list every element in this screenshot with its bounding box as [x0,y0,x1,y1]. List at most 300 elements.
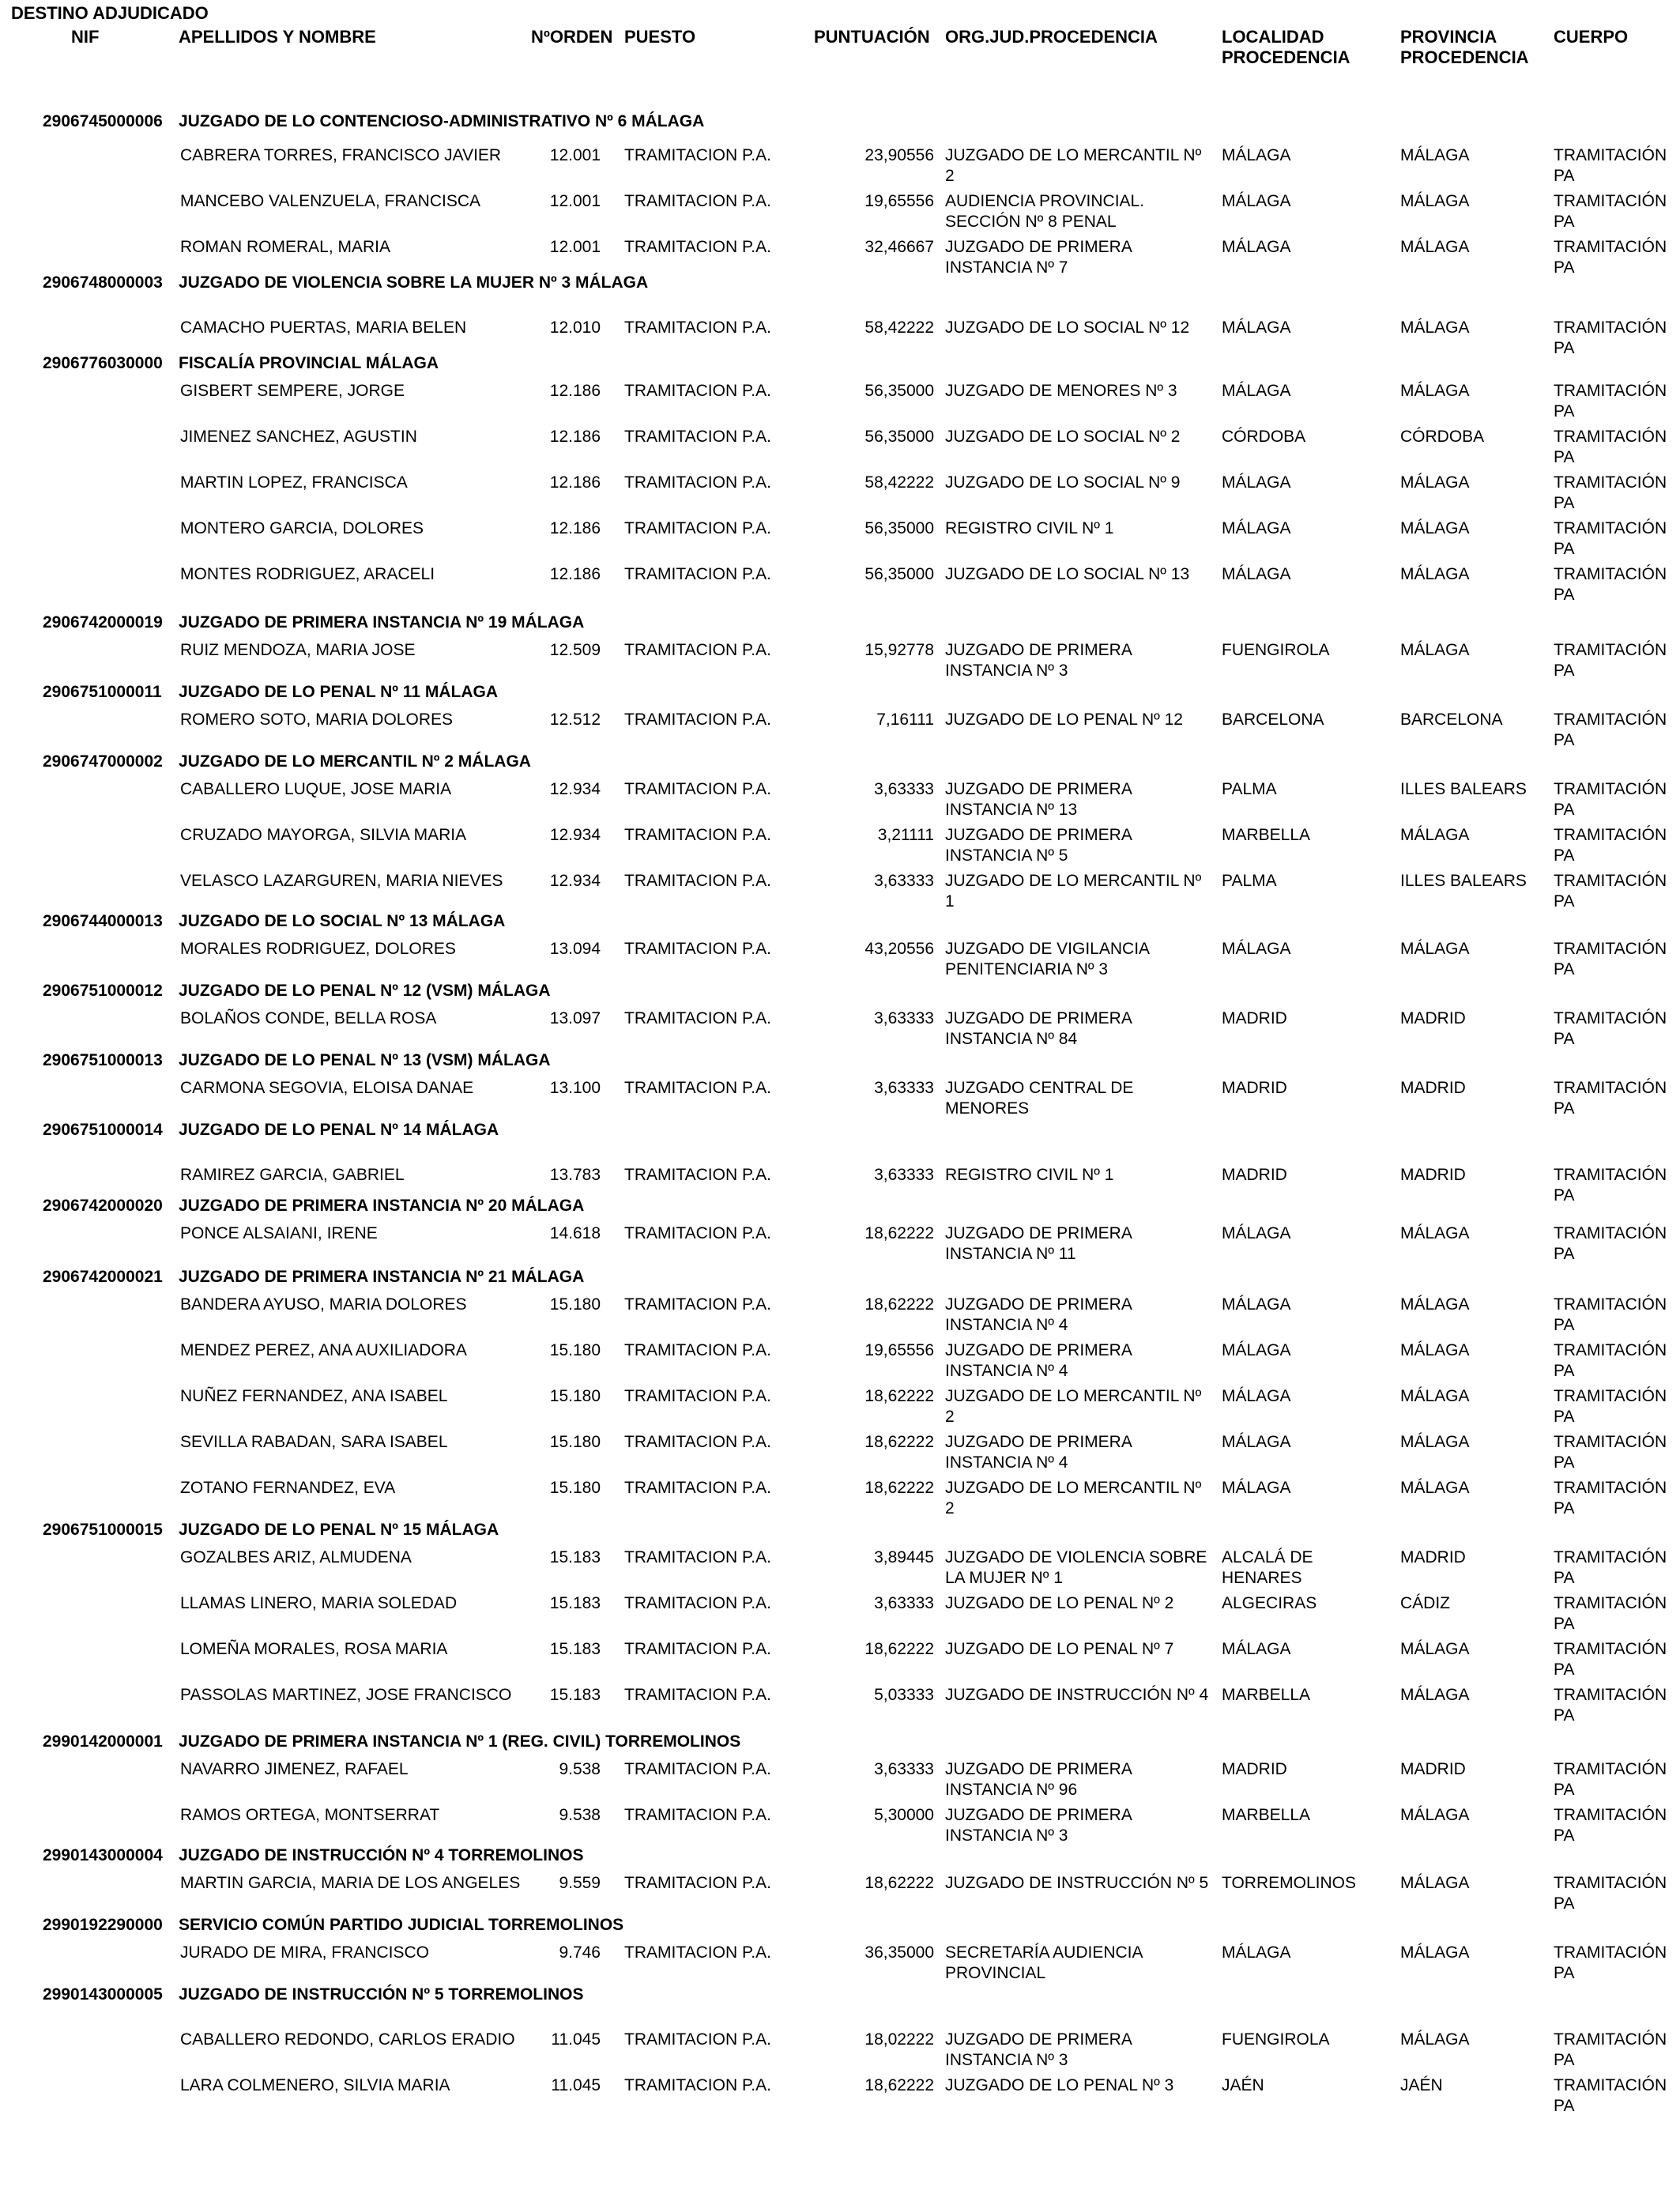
row-localidad: MÁLAGA [1222,146,1291,164]
row-nombre: CAMACHO PUERTAS, MARIA BELEN [180,319,467,337]
row-org-procedencia: JUZGADO DE LO SOCIAL Nº 13 [945,565,1190,583]
row-nombre: JIMENEZ SANCHEZ, AGUSTIN [180,428,417,446]
row-cuerpo: TRAMITACIÓN PA [1554,780,1667,819]
row-cuerpo: TRAMITACIÓN PA [1554,238,1667,277]
row-nombre: BANDERA AYUSO, MARIA DOLORES [180,1295,467,1314]
row-orden: 12.186 [549,382,601,400]
row-cuerpo: TRAMITACIÓN PA [1554,428,1667,466]
row-cuerpo: TRAMITACIÓN PA [1554,940,1667,978]
row-puntuacion: 7,16111 [876,711,934,729]
group-nif: 2906751000014 [43,1121,163,1139]
row-puesto: TRAMITACION P.A. [624,1479,771,1497]
row-cuerpo: TRAMITACIÓN PA [1554,1079,1667,1118]
row-org-procedencia: JUZGADO DE PRIMERA INSTANCIA Nº 4 [945,1341,1132,1380]
row-org-procedencia: JUZGADO DE LO MERCANTIL Nº 2 [945,1387,1202,1426]
row-puntuacion: 58,42222 [864,319,934,337]
row-puntuacion: 18,62222 [864,1479,934,1497]
row-provincia: MÁLAGA [1400,1341,1470,1359]
row-cuerpo: TRAMITACIÓN PA [1554,1479,1667,1517]
row-orden: 11.045 [551,2030,601,2049]
group-header [43,912,505,931]
row-nombre: GISBERT SEMPERE, JORGE [180,382,405,400]
row-localidad: MADRID [1222,1166,1287,1184]
header-puntuacion: PUNTUACIÓN [814,27,930,47]
row-localidad: MARBELLA [1222,1806,1311,1824]
row-nombre: LOMEÑA MORALES, ROSA MARIA [180,1640,448,1658]
row-localidad: MÁLAGA [1222,1479,1291,1497]
row-nombre: NAVARRO JIMENEZ, RAFAEL [180,1760,409,1778]
group-header [43,354,439,373]
row-org-procedencia: JUZGADO DE PRIMERA INSTANCIA Nº 3 [945,641,1132,680]
row-localidad: MÁLAGA [1222,1341,1291,1359]
row-orden: 12.186 [549,473,601,492]
row-puntuacion: 18,62222 [864,1295,934,1314]
row-provincia: MÁLAGA [1400,382,1470,400]
group-header [43,1051,550,1070]
row-localidad: CÓRDOBA [1222,428,1306,446]
row-orden: 15.180 [549,1341,601,1359]
row-puesto: TRAMITACION P.A. [624,238,771,256]
row-nombre: MARTIN GARCIA, MARIA DE LOS ANGELES [180,1874,521,1892]
group-name: JUZGADO DE PRIMERA INSTANCIA Nº 19 MÁLAGA [179,613,585,631]
row-puesto: TRAMITACION P.A. [624,1594,771,1612]
row-provincia: MADRID [1400,1760,1466,1778]
row-localidad: ALCALÁ DE HENARES [1222,1548,1313,1587]
row-org-procedencia: JUZGADO DE LO MERCANTIL Nº 2 [945,1479,1202,1517]
row-org-procedencia: JUZGADO DE PRIMERA INSTANCIA Nº 4 [945,1295,1132,1334]
row-puntuacion: 56,35000 [864,519,934,537]
row-nombre: GOZALBES ARIZ, ALMUDENA [180,1548,412,1566]
row-puntuacion: 3,63333 [874,1594,934,1612]
row-nombre: JURADO DE MIRA, FRANCISCO [180,1943,430,1962]
row-orden: 12.010 [549,319,601,337]
row-puesto: TRAMITACION P.A. [624,1760,771,1778]
row-cuerpo: TRAMITACIÓN PA [1554,2076,1667,2115]
row-org-procedencia: JUZGADO DE LO MERCANTIL Nº 1 [945,872,1202,910]
row-cuerpo: TRAMITACIÓN PA [1554,711,1667,749]
row-puesto: TRAMITACION P.A. [624,1640,771,1658]
group-nif: 2990143000004 [43,1846,163,1864]
row-provincia: MÁLAGA [1400,940,1470,958]
row-localidad: PALMA [1222,872,1277,890]
row-org-procedencia: REGISTRO CIVIL Nº 1 [945,519,1114,537]
row-orden: 13.100 [549,1079,601,1097]
row-org-procedencia: JUZGADO DE LO SOCIAL Nº 12 [945,319,1190,337]
row-orden: 12.934 [549,780,601,798]
row-cuerpo: TRAMITACIÓN PA [1554,565,1667,604]
row-nombre: PASSOLAS MARTINEZ, JOSE FRANCISCO [180,1686,512,1704]
row-provincia: BARCELONA [1400,711,1503,729]
header-puesto: PUESTO [624,27,696,47]
group-name: JUZGADO DE LO CONTENCIOSO-ADMINISTRATIVO Nº 6 MÁLAGA [179,112,705,130]
row-provincia: MADRID [1400,1009,1466,1027]
row-cuerpo: TRAMITACIÓN PA [1554,519,1667,558]
row-org-procedencia: JUZGADO DE LO MERCANTIL Nº 2 [945,146,1202,185]
group-header [43,613,584,632]
row-org-procedencia: JUZGADO DE PRIMERA INSTANCIA Nº 84 [945,1009,1132,1048]
group-nif: 2906744000013 [43,912,163,930]
row-puesto: TRAMITACION P.A. [624,519,771,537]
row-localidad: MÁLAGA [1222,192,1291,210]
row-nombre: RUIZ MENDOZA, MARIA JOSE [180,641,416,659]
row-org-procedencia: JUZGADO DE PRIMERA INSTANCIA Nº 3 [945,2030,1132,2069]
row-nombre: RAMIREZ GARCIA, GABRIEL [180,1166,405,1184]
row-puesto: TRAMITACION P.A. [624,1295,771,1314]
group-nif: 2990142000001 [43,1732,163,1751]
row-org-procedencia: JUZGADO DE LO PENAL Nº 3 [945,2076,1174,2094]
row-org-procedencia: JUZGADO DE PRIMERA INSTANCIA Nº 3 [945,1806,1132,1845]
row-cuerpo: TRAMITACIÓN PA [1554,192,1667,231]
group-name: JUZGADO DE PRIMERA INSTANCIA Nº 20 MÁLAGA [179,1197,585,1215]
row-puesto: TRAMITACION P.A. [624,1874,771,1892]
row-localidad: MADRID [1222,1079,1287,1097]
row-puntuacion: 3,63333 [874,1079,934,1097]
row-puntuacion: 58,42222 [864,473,934,492]
row-org-procedencia: REGISTRO CIVIL Nº 1 [945,1166,1114,1184]
row-puntuacion: 18,62222 [864,2076,934,2094]
row-localidad: MÁLAGA [1222,382,1291,400]
row-cuerpo: TRAMITACIÓN PA [1554,1594,1667,1633]
row-puesto: TRAMITACION P.A. [624,1224,771,1242]
row-localidad: MÁLAGA [1222,1295,1291,1314]
row-orden: 9.559 [559,1874,601,1892]
row-puesto: TRAMITACION P.A. [624,2076,771,2094]
row-nombre: SEVILLA RABADAN, SARA ISABEL [180,1433,448,1451]
row-orden: 12.509 [549,641,601,659]
row-cuerpo: TRAMITACIÓN PA [1554,2030,1667,2069]
row-orden: 12.001 [549,192,601,210]
row-puesto: TRAMITACION P.A. [624,826,771,844]
row-puesto: TRAMITACION P.A. [624,1686,771,1704]
group-header [43,1732,740,1751]
row-orden: 15.183 [549,1640,601,1658]
row-orden: 9.538 [559,1806,601,1824]
row-localidad: MÁLAGA [1222,1224,1291,1242]
row-nombre: LARA COLMENERO, SILVIA MARIA [180,2076,450,2094]
row-provincia: MÁLAGA [1400,1640,1470,1658]
row-orden: 15.183 [549,1686,601,1704]
row-puesto: TRAMITACION P.A. [624,940,771,958]
row-org-procedencia: JUZGADO DE MENORES Nº 3 [945,382,1177,400]
row-org-procedencia: JUZGADO DE LO PENAL Nº 7 [945,1640,1174,1658]
row-org-procedencia: AUDIENCIA PROVINCIAL. SECCIÓN Nº 8 PENAL [945,192,1145,231]
header-orden: NºORDEN [531,27,613,47]
row-localidad: FUENGIROLA [1222,2030,1330,2049]
row-localidad: MADRID [1222,1009,1287,1027]
row-orden: 11.045 [551,2076,601,2094]
group-header [43,112,704,131]
row-org-procedencia: JUZGADO DE PRIMERA INSTANCIA Nº 4 [945,1433,1132,1472]
row-localidad: MARBELLA [1222,826,1311,844]
group-name: SERVICIO COMÚN PARTIDO JUDICIAL TORREMOLINOS [179,1916,624,1934]
group-name: JUZGADO DE LO PENAL Nº 13 (VSM) MÁLAGA [179,1051,551,1069]
row-orden: 15.180 [549,1387,601,1405]
row-puntuacion: 5,03333 [874,1686,934,1704]
row-provincia: MÁLAGA [1400,146,1470,164]
row-cuerpo: TRAMITACIÓN PA [1554,1548,1667,1587]
row-cuerpo: TRAMITACIÓN PA [1554,1166,1667,1204]
header-nif: NIF [71,27,100,47]
row-puesto: TRAMITACION P.A. [624,1433,771,1451]
row-org-procedencia: JUZGADO DE INSTRUCCIÓN Nº 4 [945,1686,1209,1704]
row-provincia: MÁLAGA [1400,473,1470,492]
row-puntuacion: 19,65556 [864,1341,934,1359]
row-puntuacion: 5,30000 [874,1806,934,1824]
row-cuerpo: TRAMITACIÓN PA [1554,872,1667,910]
row-provincia: MÁLAGA [1400,1433,1470,1451]
row-puntuacion: 32,46667 [864,238,934,256]
group-nif: 2906745000006 [43,112,163,130]
row-provincia: MÁLAGA [1400,1874,1470,1892]
row-localidad: BARCELONA [1222,711,1324,729]
row-localidad: ALGECIRAS [1222,1594,1317,1612]
header-nombre: APELLIDOS Y NOMBRE [179,27,376,47]
row-puntuacion: 43,20556 [864,940,934,958]
row-provincia: MÁLAGA [1400,238,1470,256]
group-name: JUZGADO DE INSTRUCCIÓN Nº 4 TORREMOLINOS [179,1846,584,1864]
group-header [43,273,648,292]
row-nombre: CRUZADO MAYORGA, SILVIA MARIA [180,826,467,844]
row-cuerpo: TRAMITACIÓN PA [1554,641,1667,680]
row-localidad: MARBELLA [1222,1686,1311,1704]
row-puesto: TRAMITACION P.A. [624,2030,771,2049]
row-puesto: TRAMITACION P.A. [624,146,771,164]
group-name: JUZGADO DE LO PENAL Nº 14 MÁLAGA [179,1121,499,1139]
row-provincia: MÁLAGA [1400,1224,1470,1242]
row-orden: 12.186 [549,428,601,446]
row-cuerpo: TRAMITACIÓN PA [1554,1806,1667,1845]
row-provincia: MÁLAGA [1400,1686,1470,1704]
row-puesto: TRAMITACION P.A. [624,1166,771,1184]
row-orden: 14.618 [549,1224,601,1242]
group-nif: 2906742000020 [43,1197,163,1215]
header-provincia: PROVINCIA PROCEDENCIA [1400,27,1529,67]
row-org-procedencia: JUZGADO CENTRAL DE MENORES [945,1079,1134,1118]
row-puesto: TRAMITACION P.A. [624,711,771,729]
group-header [43,1121,499,1140]
row-orden: 15.183 [549,1548,601,1566]
row-nombre: PONCE ALSAIANI, IRENE [180,1224,378,1242]
row-localidad: JAÉN [1222,2076,1264,2094]
row-orden: 12.186 [549,519,601,537]
row-cuerpo: TRAMITACIÓN PA [1554,1686,1667,1725]
row-provincia: MÁLAGA [1400,1806,1470,1824]
group-name: JUZGADO DE INSTRUCCIÓN Nº 5 TORREMOLINOS [179,1985,584,2004]
group-nif: 2906748000003 [43,273,163,292]
row-provincia: MÁLAGA [1400,826,1470,844]
row-localidad: MÁLAGA [1222,1640,1291,1658]
row-localidad: MÁLAGA [1222,473,1291,492]
row-org-procedencia: SECRETARÍA AUDIENCIA PROVINCIAL [945,1943,1143,1982]
row-orden: 12.186 [549,565,601,583]
row-cuerpo: TRAMITACIÓN PA [1554,1640,1667,1679]
row-puntuacion: 18,62222 [864,1640,934,1658]
row-localidad: MÁLAGA [1222,238,1291,256]
row-orden: 9.746 [559,1943,601,1962]
row-provincia: MÁLAGA [1400,1387,1470,1405]
row-cuerpo: TRAMITACIÓN PA [1554,1943,1667,1982]
row-localidad: MÁLAGA [1222,519,1291,537]
row-cuerpo: TRAMITACIÓN PA [1554,1433,1667,1472]
row-orden: 13.094 [549,940,601,958]
row-nombre: BOLAÑOS CONDE, BELLA ROSA [180,1009,437,1027]
row-puesto: TRAMITACION P.A. [624,1079,771,1097]
row-provincia: MADRID [1400,1166,1466,1184]
row-provincia: ILLES BALEARS [1400,872,1527,890]
row-nombre: NUÑEZ FERNANDEZ, ANA ISABEL [180,1387,448,1405]
row-org-procedencia: JUZGADO DE LO PENAL Nº 12 [945,711,1183,729]
row-cuerpo: TRAMITACIÓN PA [1554,826,1667,865]
row-provincia: MÁLAGA [1400,1479,1470,1497]
row-puntuacion: 23,90556 [864,146,934,164]
row-provincia: MÁLAGA [1400,319,1470,337]
row-localidad: TORREMOLINOS [1222,1874,1356,1892]
group-nif: 2990192290000 [43,1916,163,1934]
row-localidad: FUENGIROLA [1222,641,1330,659]
row-puesto: TRAMITACION P.A. [624,319,771,337]
row-nombre: ROMERO SOTO, MARIA DOLORES [180,711,454,729]
row-org-procedencia: JUZGADO DE PRIMERA INSTANCIA Nº 11 [945,1224,1132,1263]
row-puesto: TRAMITACION P.A. [624,192,771,210]
row-cuerpo: TRAMITACIÓN PA [1554,1341,1667,1380]
row-orden: 12.512 [549,711,601,729]
row-nombre: MONTERO GARCIA, DOLORES [180,519,424,537]
row-org-procedencia: JUZGADO DE PRIMERA INSTANCIA Nº 13 [945,780,1132,819]
group-nif: 2906742000019 [43,613,163,631]
row-puesto: TRAMITACION P.A. [624,1806,771,1824]
row-provincia: MÁLAGA [1400,1295,1470,1314]
group-nif: 2906751000012 [43,982,163,1000]
row-localidad: MÁLAGA [1222,940,1291,958]
row-puntuacion: 18,62222 [864,1874,934,1892]
row-orden: 15.180 [549,1479,601,1497]
row-puntuacion: 56,35000 [864,382,934,400]
row-cuerpo: TRAMITACIÓN PA [1554,473,1667,512]
row-puntuacion: 3,21111 [877,826,934,844]
row-puntuacion: 3,89445 [874,1548,934,1566]
row-orden: 12.934 [549,872,601,890]
row-nombre: CABALLERO LUQUE, JOSE MARIA [180,780,452,798]
row-orden: 9.538 [559,1760,601,1778]
row-localidad: MÁLAGA [1222,319,1291,337]
row-puntuacion: 18,02222 [864,2030,934,2049]
row-puesto: TRAMITACION P.A. [624,473,771,492]
group-header [43,982,550,1001]
group-header [43,1846,583,1865]
row-puntuacion: 18,62222 [864,1387,934,1405]
row-puntuacion: 18,62222 [864,1433,934,1451]
row-nombre: MENDEZ PEREZ, ANA AUXILIADORA [180,1341,467,1359]
group-nif: 2906751000013 [43,1051,163,1069]
row-nombre: ROMAN ROMERAL, MARIA [180,238,391,256]
row-provincia: MÁLAGA [1400,519,1470,537]
row-nombre: CABALLERO REDONDO, CARLOS ERADIO [180,2030,515,2049]
group-nif: 2990143000005 [43,1985,163,2004]
row-localidad: MÁLAGA [1222,1943,1291,1962]
row-cuerpo: TRAMITACIÓN PA [1554,382,1667,420]
row-puntuacion: 36,35000 [864,1943,934,1962]
row-puesto: TRAMITACION P.A. [624,780,771,798]
row-cuerpo: TRAMITACIÓN PA [1554,1009,1667,1048]
header-org-procedencia: ORG.JUD.PROCEDENCIA [945,27,1158,47]
group-name: JUZGADO DE LO PENAL Nº 11 MÁLAGA [179,683,498,701]
group-header [43,1985,583,2004]
row-nombre: CABRERA TORRES, FRANCISCO JAVIER [180,146,502,164]
row-nombre: MONTES RODRIGUEZ, ARACELI [180,565,435,583]
group-nif: 2906776030000 [43,354,163,372]
row-orden: 15.180 [549,1433,601,1451]
row-provincia: MÁLAGA [1400,641,1470,659]
group-name: JUZGADO DE VIOLENCIA SOBRE LA MUJER Nº 3 MÁLAGA [179,273,649,292]
row-puntuacion: 3,63333 [874,1166,934,1184]
row-localidad: PALMA [1222,780,1277,798]
row-puesto: TRAMITACION P.A. [624,1548,771,1566]
row-org-procedencia: JUZGADO DE PRIMERA INSTANCIA Nº 5 [945,826,1132,865]
group-header [43,1268,584,1287]
group-name: FISCALÍA PROVINCIAL MÁLAGA [179,354,439,372]
row-cuerpo: TRAMITACIÓN PA [1554,1760,1667,1799]
row-provincia: JAÉN [1400,2076,1443,2094]
row-localidad: MÁLAGA [1222,1387,1291,1405]
row-nombre: MANCEBO VALENZUELA, FRANCISCA [180,192,481,210]
group-nif: 2906751000015 [43,1521,163,1539]
row-nombre: VELASCO LAZARGUREN, MARIA NIEVES [180,872,503,890]
row-puntuacion: 3,63333 [874,872,934,890]
group-header [43,1521,499,1540]
row-nombre: RAMOS ORTEGA, MONTSERRAT [180,1806,440,1824]
row-org-procedencia: JUZGADO DE PRIMERA INSTANCIA Nº 7 [945,238,1132,277]
row-puesto: TRAMITACION P.A. [624,1009,771,1027]
row-orden: 13.097 [549,1009,601,1027]
row-provincia: MADRID [1400,1548,1466,1566]
row-nombre: MARTIN LOPEZ, FRANCISCA [180,473,408,492]
row-provincia: MÁLAGA [1400,2030,1470,2049]
group-nif: 2906747000002 [43,752,163,771]
row-cuerpo: TRAMITACIÓN PA [1554,1387,1667,1426]
row-org-procedencia: JUZGADO DE LO SOCIAL Nº 2 [945,428,1181,446]
row-localidad: MÁLAGA [1222,1433,1291,1451]
row-orden: 12.001 [549,238,601,256]
row-provincia: CÁDIZ [1400,1594,1450,1612]
group-name: JUZGADO DE LO PENAL Nº 12 (VSM) MÁLAGA [179,982,551,1000]
group-name: JUZGADO DE PRIMERA INSTANCIA Nº 21 MÁLAGA [179,1268,585,1286]
group-header [43,1197,584,1216]
row-puntuacion: 3,63333 [874,780,934,798]
row-orden: 12.934 [549,826,601,844]
group-header [43,683,498,702]
row-puesto: TRAMITACION P.A. [624,872,771,890]
row-puesto: TRAMITACION P.A. [624,641,771,659]
document-title: DESTINO ADJUDICADO [11,3,209,23]
row-cuerpo: TRAMITACIÓN PA [1554,1874,1667,1913]
row-nombre: MORALES RODRIGUEZ, DOLORES [180,940,456,958]
header-localidad: LOCALIDAD PROCEDENCIA [1222,27,1350,67]
row-provincia: MÁLAGA [1400,192,1470,210]
row-puesto: TRAMITACION P.A. [624,382,771,400]
header-cuerpo: CUERPO [1554,27,1629,47]
row-nombre: CARMONA SEGOVIA, ELOISA DANAE [180,1079,474,1097]
row-puntuacion: 19,65556 [864,192,934,210]
row-provincia: MÁLAGA [1400,565,1470,583]
row-puntuacion: 15,92778 [864,641,934,659]
row-nombre: LLAMAS LINERO, MARIA SOLEDAD [180,1594,458,1612]
row-org-procedencia: JUZGADO DE VIOLENCIA SOBRE LA MUJER Nº 1 [945,1548,1207,1587]
row-cuerpo: TRAMITACIÓN PA [1554,319,1667,357]
row-cuerpo: TRAMITACIÓN PA [1554,1295,1667,1334]
row-nombre: ZOTANO FERNANDEZ, EVA [180,1479,396,1497]
group-name: JUZGADO DE LO MERCANTIL Nº 2 MÁLAGA [179,752,531,771]
row-orden: 15.180 [549,1295,601,1314]
